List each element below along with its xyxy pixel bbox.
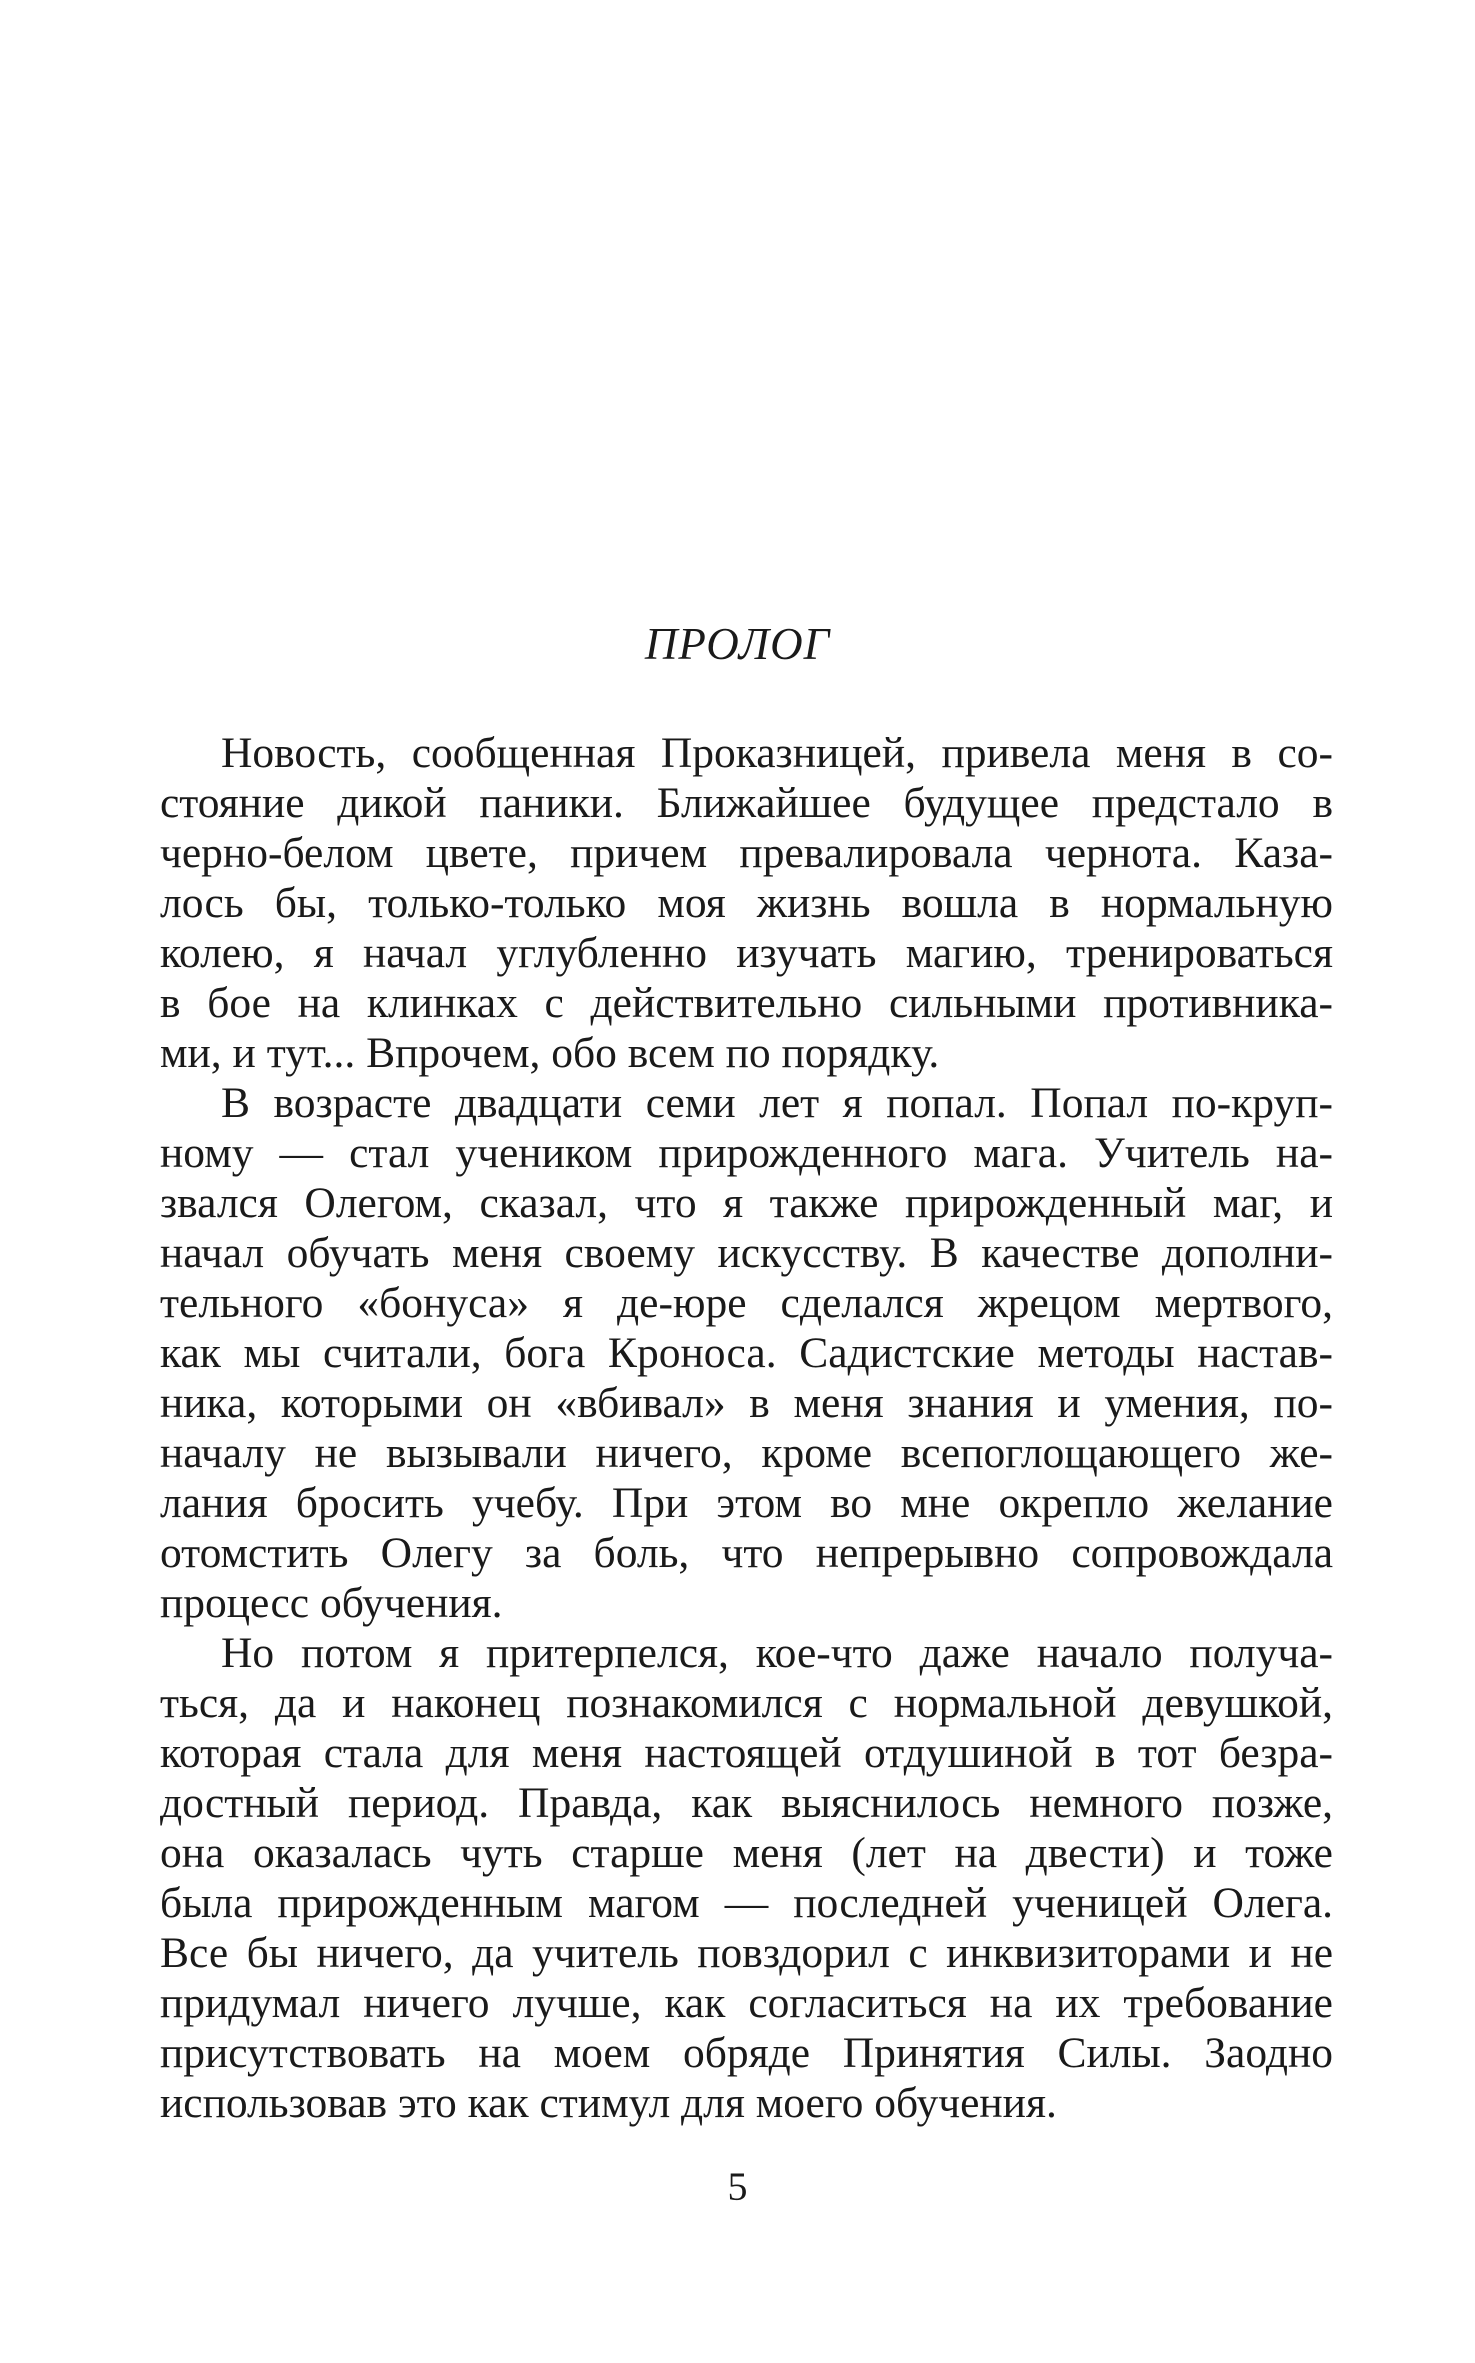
text-line: как мы считали, бога Кроноса. Садистские методы настав- (160, 1329, 1333, 1377)
chapter-title: ПРОЛОГ (644, 619, 831, 669)
text-line: началу не вызывали ничего, кроме всепоглощающего же- (160, 1429, 1333, 1477)
text-line: звался Олегом, сказал, что я также прирожденный маг, и (160, 1179, 1333, 1227)
paragraph-2 (160, 1078, 1333, 1628)
text-line: достный период. Правда, как выяснилось немного позже, (160, 1779, 1333, 1827)
text-line: ми, и тут... Впрочем, обо всем по порядку. (160, 1029, 940, 1077)
text-line: Новость, сообщенная Проказницей, привела меня в со- (221, 729, 1333, 777)
text-line: колею, я начал углубленно изучать магию, тренироваться (160, 929, 1333, 977)
text-line: В возрасте двадцати семи лет я попал. Попал по-круп- (221, 1079, 1333, 1127)
body-text (160, 728, 1333, 2128)
text-line: Все бы ничего, да учитель повздорил с инквизиторами и не (160, 1929, 1333, 1977)
text-line: отомстить Олегу за боль, что непрерывно сопровождала (160, 1529, 1333, 1577)
text-line: лось бы, только-только моя жизнь вошла в нормальную (160, 879, 1333, 927)
text-line: ться, да и наконец познакомился с нормальной девушкой, (160, 1679, 1333, 1727)
text-line: была прирожденным магом — последней ученицей Олега. (160, 1879, 1333, 1927)
text-line: в бое на клинках с действительно сильными противника- (160, 979, 1333, 1027)
text-line: черно-белом цвете, причем превалировала чернота. Каза- (160, 829, 1333, 877)
text-line: использовав это как стимул для моего обучения. (160, 2079, 1057, 2127)
paragraph-3 (160, 1628, 1333, 2128)
text-line: она оказалась чуть старше меня (лет на двести) и тоже (160, 1829, 1333, 1877)
paragraph-1 (160, 728, 1333, 1078)
text-line: присутствовать на моем обряде Принятия Силы. Заодно (160, 2029, 1333, 2077)
text-line: которая стала для меня настоящей отдушиной в тот безра- (160, 1729, 1333, 1777)
text-line: ному — стал учеником прирожденного мага. Учитель на- (160, 1129, 1333, 1177)
text-line: ника, которыми он «вбивал» в меня знания и умения, по- (160, 1379, 1333, 1427)
text-line: лания бросить учебу. При этом во мне окрепло желание (160, 1479, 1333, 1527)
text-line: Но потом я притерпелся, кое-что даже начало получа- (221, 1629, 1333, 1677)
text-line: начал обучать меня своему искусству. В качестве дополни- (160, 1229, 1333, 1277)
page-number: 5 (727, 2164, 748, 2209)
text-line: процесс обучения. (160, 1579, 503, 1627)
text-line: тельного «бонуса» я де-юре сделался жрецом мертвого, (160, 1279, 1333, 1327)
text-line: придумал ничего лучше, как согласиться на их требование (160, 1979, 1333, 2027)
text-line: стояние дикой паники. Ближайшее будущее предстало в (160, 779, 1333, 827)
